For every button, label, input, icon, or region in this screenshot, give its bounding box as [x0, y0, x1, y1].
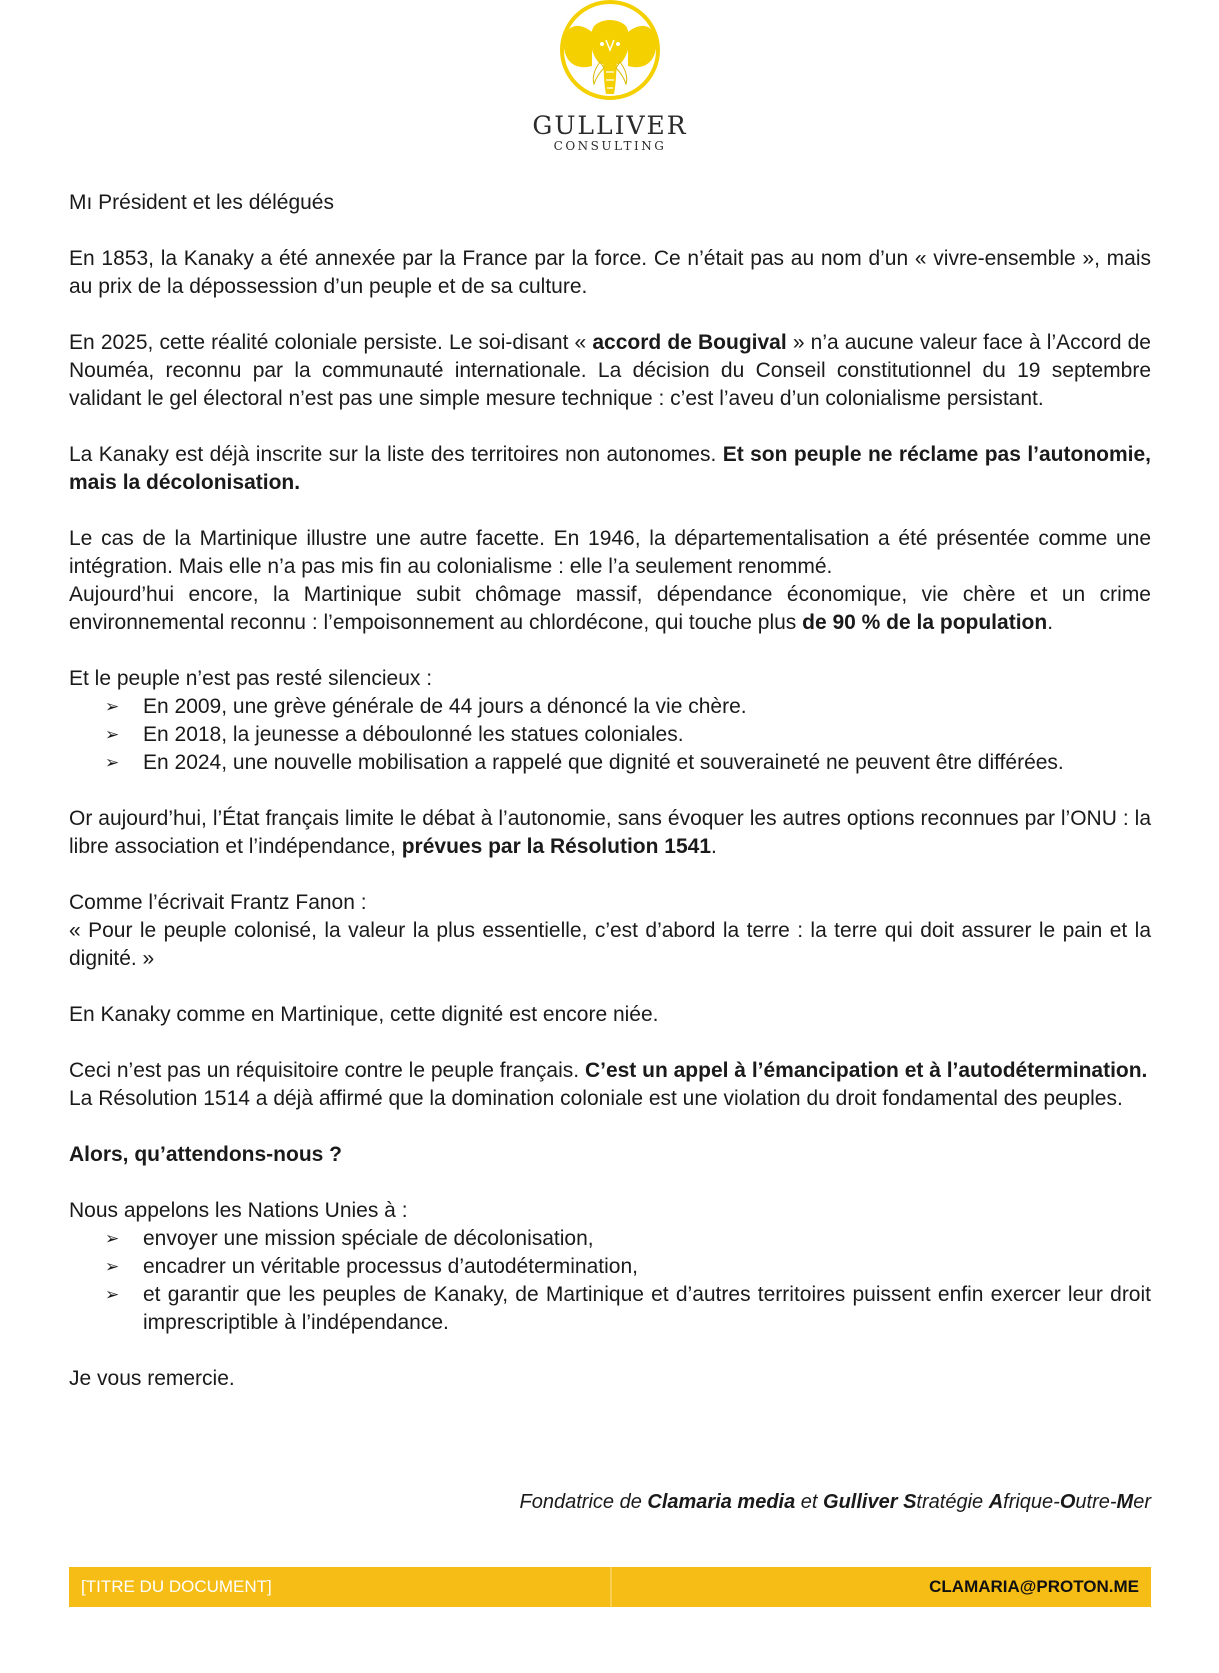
list-item-text: envoyer une mission spéciale de décolonisation,	[143, 1227, 594, 1250]
text-run: tratégie	[916, 1491, 989, 1513]
list-item	[69, 693, 1151, 721]
letter-body	[69, 189, 1151, 1421]
bold-run: Alors, qu’attendons-nous ?	[69, 1143, 342, 1166]
paragraph-resolution-1514: La Résolution 1514 a déjà affirmé que la domination coloniale est une violation du droit fondamental des peuples.	[69, 1087, 1123, 1110]
bold-run: Et son peuple ne réclame pas l’autonomie, mais la décolonisation.	[69, 443, 1151, 494]
paragraph-resolution-1541	[69, 805, 1151, 861]
paragraph-1853: En 1853, la Kanaky a été annexée par la France par la force. Ce n’était pas au nom d’un « vivre-ensemble », mais au prix de la dépossession d’un peuple et de sa culture.	[69, 247, 1151, 298]
footer-email: CLAMARIA@PROTON.ME	[929, 1577, 1139, 1596]
list-item-text: et garantir que les peuples de Kanaky, de Martinique et d’autres territoires puissent enfin exercer leur droit imprescriptible à l’indépendance.	[143, 1283, 1151, 1334]
paragraph-not-silent: Et le peuple n’est pas resté silencieux :	[69, 667, 433, 690]
brand-subtitle: CONSULTING	[553, 139, 667, 153]
arrow-bullet-icon: ➢	[105, 1257, 120, 1276]
list-item-text: encadrer un véritable processus d’autodétermination,	[143, 1255, 638, 1278]
footer-band	[69, 1567, 1151, 1607]
text-run: Or aujourd’hui, l’État français limite le débat à l’autonomie, sans évoquer les autres options reconnues par l’ONU : la libre association et l’indépendance,	[69, 807, 1151, 858]
list-item-text: En 2018, la jeunesse a déboulonné les statues coloniales.	[143, 723, 684, 746]
bold-run: de 90 % de la population	[802, 611, 1048, 634]
fanon-quote: « Pour le peuple colonisé, la valeur la plus essentielle, c’est d’abord la terre : la terre qui doit assurer le pain et la dignité. »	[69, 919, 1151, 970]
paragraph-2025	[69, 329, 1151, 413]
paragraph-martinique: Le cas de la Martinique illustre une autre facette. En 1946, la départementalisation a été présentée comme une intégration. Mais elle n’a pas mis fin au colonialisme : elle l’a seulement renommé.	[69, 527, 1151, 578]
text-run: .	[711, 835, 717, 858]
arrow-bullet-icon: ➢	[105, 1229, 120, 1248]
text-run: frique-	[1003, 1491, 1060, 1513]
text-run: En 2025, cette réalité coloniale persiste. Le soi-disant «	[69, 331, 593, 354]
footer-divider	[610, 1567, 612, 1607]
paragraph-fanon-intro: Comme l’écrivait Frantz Fanon :	[69, 891, 367, 914]
arrow-bullet-icon: ➢	[105, 697, 120, 716]
text-run: La Kanaky est déjà inscrite sur la liste des territoires non autonomes.	[69, 443, 723, 466]
text-run: et	[795, 1491, 824, 1513]
bold-run: A	[988, 1491, 1004, 1513]
paragraph-chlordecone	[69, 581, 1151, 637]
list-item	[69, 1253, 1151, 1281]
text-run: utre-	[1075, 1491, 1117, 1513]
list-item	[69, 749, 1151, 777]
arrow-bullet-icon: ➢	[105, 1285, 120, 1304]
text-run: Ceci n’est pas un réquisitoire contre le peuple français.	[69, 1059, 585, 1082]
text-run: Aujourd’hui encore, la Martinique subit chômage massif, dépendance économique, vie chère et un crime environnemental reconnu : l’empoisonnement au chlordécone, qui touche plus	[69, 583, 1151, 634]
bold-run: Clamaria media	[647, 1491, 796, 1513]
text-run: er	[1133, 1491, 1151, 1513]
list-item	[69, 1281, 1151, 1337]
document-title-placeholder: [TITRE DU DOCUMENT]	[81, 1577, 272, 1596]
question-heading	[69, 1141, 1151, 1169]
bold-run: S	[903, 1491, 917, 1513]
text-run: Fondatrice de	[519, 1491, 648, 1513]
paragraph-dignity: En Kanaky comme en Martinique, cette dignité est encore niée.	[69, 1003, 659, 1026]
paragraph-non-autonomous	[69, 441, 1151, 497]
brand-name: GULLIVER	[532, 111, 688, 140]
arrow-bullet-icon: ➢	[105, 725, 120, 744]
bold-run: C’est un appel à l’émancipation et à l’autodétermination.	[584, 1059, 1148, 1082]
arrow-bullet-icon: ➢	[105, 753, 120, 772]
bold-run: accord de Bougival	[592, 331, 787, 354]
paragraph-appeal	[69, 1057, 1151, 1085]
elephant-head-icon	[548, 0, 672, 106]
list-item	[69, 1225, 1151, 1253]
company-logo	[520, 0, 700, 155]
list-item-text: En 2009, une grève générale de 44 jours a dénoncé la vie chère.	[143, 695, 747, 718]
paragraph-call-un: Nous appelons les Nations Unies à :	[69, 1199, 408, 1222]
demands-list	[69, 1225, 1151, 1337]
list-item	[69, 721, 1151, 749]
bold-run: O	[1059, 1491, 1076, 1513]
signature-line	[520, 1488, 1151, 1516]
list-item-text: En 2024, une nouvelle mobilisation a rappelé que dignité et souveraineté ne peuvent être différées.	[143, 751, 1064, 774]
salutation: Mı Président et les délégués	[69, 191, 334, 214]
text-run: .	[1047, 611, 1054, 634]
bold-run: prévues par la Résolution 1541	[401, 835, 712, 858]
mobilisation-list	[69, 693, 1151, 777]
bold-run: Gulliver	[823, 1491, 898, 1513]
text-run: » n’a aucune valeur face à l’Accord de Nouméa, reconnu par la communauté internationale. La décision du Conseil constitutionnel du 19 septembre validant le gel électoral n’est pas une simple mesure technique : c’est l’aveu d’un colonialisme persistant.	[69, 331, 1151, 410]
bold-run: M	[1116, 1491, 1134, 1513]
closing-line: Je vous remercie.	[69, 1367, 235, 1390]
